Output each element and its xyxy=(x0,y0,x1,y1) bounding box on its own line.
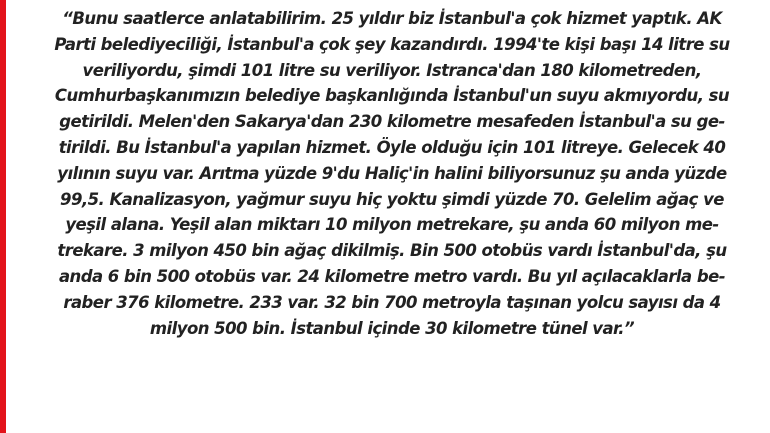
quote-line: veriliyordu, şimdi 101 litre su veriliyor. Istranca'dan 180 kilometreden, xyxy=(82,60,702,80)
quote-line: trekare. 3 milyon 450 bin ağaç dikilmiş. Bin 500 otobüs vardı İstanbul'da, şu xyxy=(57,241,727,261)
quote-line: Parti belediyeciliği, İstanbul'a çok şey kazandırdı. 1994'te kişi başı 14 litre su xyxy=(54,34,730,54)
quote-line: yılının suyu var. Arıtma yüzde 9'du Haliç'in halini biliyorsunuz şu anda yüzde xyxy=(57,163,727,183)
quote-line: 99,5. Kanalizasyon, yağmur suyu hiç yoktu şimdi yüzde 70. Gelelim ağaç ve xyxy=(60,189,724,209)
quote-line: getirildi. Melen'den Sakarya'dan 230 kilometre mesafeden İstanbul'a su ge- xyxy=(59,112,725,132)
quote-line: milyon 500 bin. İstanbul içinde 30 kilometre tünel var.” xyxy=(149,318,635,338)
quote-line: tirildi. Bu İstanbul'a yapılan hizmet. Öyle olduğu için 101 litreye. Gelecek 40 xyxy=(58,137,726,157)
quote-line: yeşil alana. Yeşil alan miktarı 10 milyon metrekare, şu anda 60 milyon me- xyxy=(65,215,719,235)
quote-text xyxy=(18,6,766,341)
quote-line: “Bunu saatlerce anlatabilirim. 25 yıldır biz İstanbul'a çok hizmet yaptık. AK xyxy=(62,9,722,28)
quote-line: anda 6 bin 500 otobüs var. 24 kilometre metro vardı. Bu yıl açılacaklarla be- xyxy=(58,266,726,286)
quote-line: Cumhurbaşkanımızın belediye başkanlığında İstanbul'un suyu akmıyordu, su xyxy=(54,86,730,106)
quote-line: raber 376 kilometre. 233 var. 32 bin 700 metroyla taşınan yolcu sayısı da 4 xyxy=(63,292,721,312)
